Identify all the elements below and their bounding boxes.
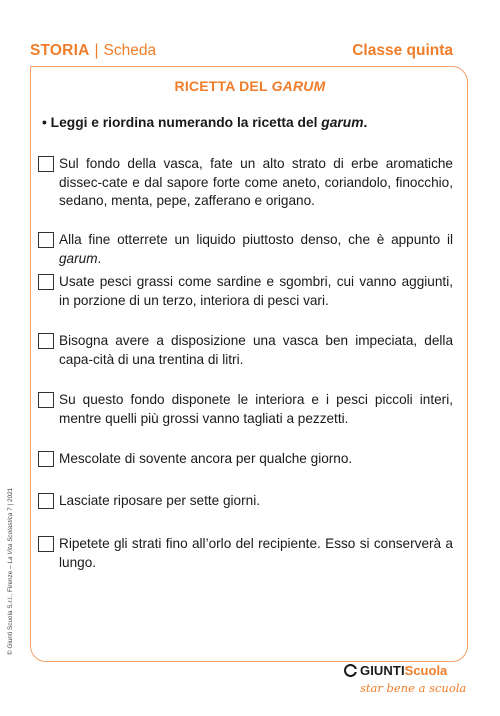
subject-label: STORIA: [30, 42, 90, 59]
step-text-2: [59, 231, 453, 268]
step-checkbox-3[interactable]: [38, 274, 54, 290]
instruction-prefix: • Leggi e riordina numerando la ricetta del: [42, 115, 322, 130]
recipe-step-2: [38, 231, 453, 268]
step-text-8: Ripetete gli strati fino all’orlo del recipiente. Esso si conserverà a lungo.: [59, 536, 453, 570]
step-text-3: Usate pesci grassi come sardine e sgombri, cui vanno aggiunti, in porzione di un terzo, interiora di pesci vari.: [59, 274, 453, 308]
step-checkbox-2[interactable]: [38, 232, 54, 248]
logo-brand-text: GIUNTI: [360, 663, 405, 678]
header-separator: |: [94, 42, 99, 59]
step-2-suffix: .: [97, 250, 102, 266]
instruction-italic: garum: [321, 115, 364, 130]
logo-scuola-text: Scuola: [404, 663, 448, 678]
recipe-step-1: [38, 155, 453, 211]
credit-suffix: 7 | 2021: [7, 487, 14, 513]
step-checkbox-5[interactable]: [38, 392, 54, 408]
step-text-4: Bisogna avere a disposizione una vasca ben impeciata, della capa-cità di una trentina di litri.: [59, 333, 453, 367]
step-2-text: Alla fine otterrete un liquido piuttosto denso, che è appunto il: [59, 232, 453, 247]
step-checkbox-6[interactable]: [38, 451, 54, 467]
page-header-left: [30, 42, 156, 60]
title-prefix: RICETTA DEL: [174, 78, 272, 94]
step-checkbox-1[interactable]: [38, 156, 54, 172]
step-text-1: Sul fondo della vasca, fate un alto strato di erbe aromatiche dissec-cate e dal sapore forte come aneto, coriandolo, finocchio, sedano, menta, pepe, zafferano e origano.: [59, 156, 453, 208]
giunti-logo-icon: [344, 664, 357, 677]
step-checkbox-8[interactable]: [38, 536, 54, 552]
recipe-step-7: [38, 492, 453, 511]
copyright-credit: [7, 488, 14, 655]
class-level-label: Classe quinta: [352, 42, 453, 59]
step-2-italic: garum: [59, 250, 98, 266]
logo-tagline: star bene a scuola: [360, 681, 467, 695]
worksheet-title: [0, 78, 500, 94]
publisher-logo: [344, 663, 447, 678]
instruction-text: [42, 115, 367, 130]
credit-prefix: © Giunti Scuola S.r.l., Firenze –: [7, 563, 14, 655]
worksheet-type-label: Scheda: [103, 42, 157, 59]
recipe-step-3: [38, 273, 453, 310]
recipe-step-8: [38, 535, 453, 572]
recipe-step-5: [38, 391, 453, 428]
step-text-6: Mescolate di sovente ancora per qualche giorno.: [59, 451, 353, 466]
credit-italic: La Vita Scolastica: [7, 512, 14, 564]
recipe-step-4: [38, 332, 453, 369]
recipe-step-6: [38, 450, 453, 469]
step-checkbox-7[interactable]: [38, 493, 54, 509]
step-text-5: Su questo fondo disponete le interiora e i pesci piccoli interi, mentre quelli più grossi vanno tagliati a pezzetti.: [59, 392, 453, 426]
title-italic: GARUM: [271, 78, 326, 94]
step-checkbox-4[interactable]: [38, 333, 54, 349]
step-text-7: Lasciate riposare per sette giorni.: [59, 493, 260, 508]
instruction-suffix: .: [363, 115, 368, 130]
